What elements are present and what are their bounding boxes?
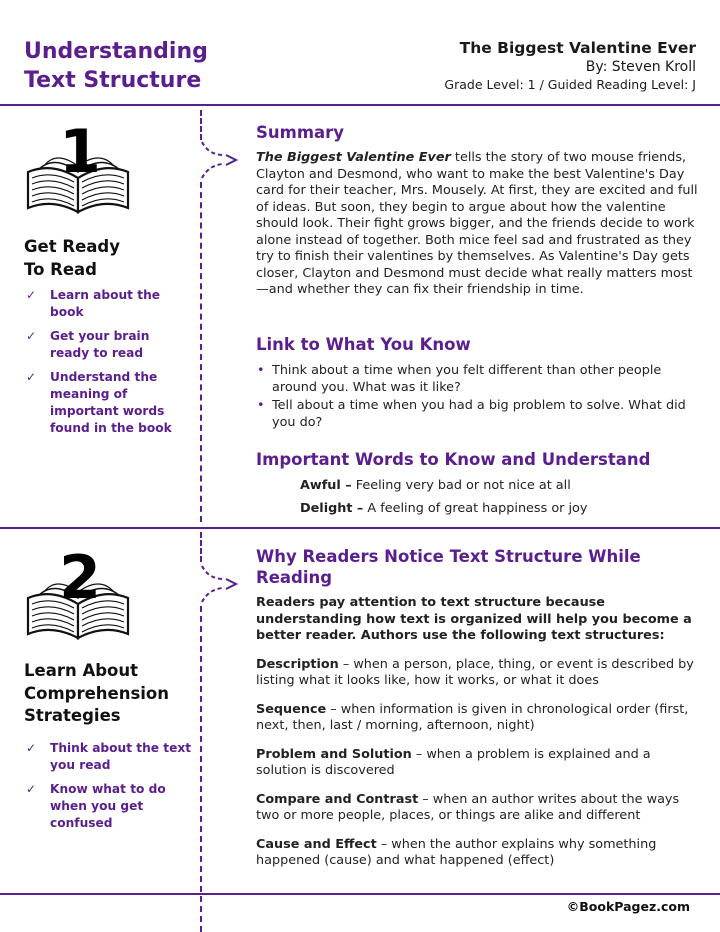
word-definition: Feeling very bad or not nice at all [351, 478, 571, 493]
structure-definition: – when an author writes about the ways two or more people, places, or things are alike and different [256, 791, 680, 823]
column-divider [200, 532, 202, 562]
structure-item [256, 702, 702, 735]
title-line-1: Understanding [24, 39, 208, 64]
divider-bottom [0, 893, 720, 895]
word-term: Delight – [300, 501, 364, 516]
checklist-item [24, 781, 192, 832]
structure-item [256, 792, 702, 825]
checklist-item-text: Get your brain ready to read [50, 329, 150, 360]
author: By: Steven Kroll [585, 59, 696, 75]
copyright: ©BookPagez.com [566, 899, 690, 914]
title-line-2: Text Structure [24, 68, 202, 93]
step1-title-line-1: Get Ready [24, 237, 120, 256]
list-item-text: Think about a time when you felt different than other people around you. What was it like? [272, 363, 662, 395]
check-icon: ✓ [26, 329, 37, 343]
grade-level: Grade Level: 1 / Guided Reading Level: J [444, 77, 696, 92]
link-section [256, 334, 702, 433]
list-item-text: Tell about a time when you had a big problem to solve. What did you do? [272, 398, 686, 430]
why-heading-line-1: Why Readers Notice Text Structure While [256, 547, 641, 566]
structure-term: Description [256, 656, 339, 672]
link-heading: Link to What You Know [256, 335, 471, 354]
word-definition: A feeling of great happiness or joy [363, 501, 588, 516]
open-book-icon [24, 546, 136, 644]
summary-text [256, 150, 702, 299]
bullet-icon: • [257, 363, 265, 378]
structure-term: Cause and Effect [256, 836, 377, 852]
divider-top [0, 104, 720, 106]
bullet-icon: • [257, 398, 265, 413]
check-icon: ✓ [26, 782, 37, 796]
step-number: 2 [59, 546, 101, 613]
link-bullets [256, 363, 702, 431]
structure-term: Problem and Solution [256, 746, 412, 762]
step1-title [24, 236, 194, 281]
step1-title-line-2: To Read [24, 259, 97, 279]
word-item [300, 478, 571, 494]
page-title [24, 37, 224, 95]
summary-section [256, 122, 702, 299]
check-icon: ✓ [26, 288, 37, 302]
summary-heading: Summary [256, 123, 345, 142]
word-term: Awful – [300, 478, 352, 493]
checklist-item-text: Understand the meaning of important words found in the book [50, 370, 172, 435]
checklist-item [24, 328, 192, 362]
structure-definition: – when the author explains why something happened (cause) and what happened (effect) [256, 836, 657, 868]
structure-item [256, 657, 702, 690]
checklist-item-text: Know what to do when you get confused [50, 782, 166, 830]
checklist-item [24, 287, 192, 321]
step-number: 1 [59, 120, 101, 187]
summary-body: tells the story of two mouse friends, Clayton and Desmond, who want to make the best Valentine's Day card for their teacher, Mrs. Mousely. At first, they are excited and full of ideas. But soon, they begin to argue about how the valentine should look. Their fight grows bigger, and the friends decide to work alone instead of together. Both mice feel sad and frustrated as they try to finish their valentines by themselves. As Valentine's Day gets closer, Clayton and Desmond must decide what really matters most—and whether they can fix their friendship in time. [256, 150, 698, 297]
check-icon: ✓ [26, 741, 37, 755]
list-item [256, 363, 702, 396]
step2-checklist [24, 740, 192, 839]
column-divider [200, 606, 202, 932]
structure-definition: – when a problem is explained and a solution is discovered [256, 746, 651, 778]
step1-checklist [24, 287, 192, 444]
step2-title [24, 660, 194, 728]
why-heading [256, 546, 702, 588]
word-item [300, 501, 587, 517]
open-book-icon [24, 120, 136, 218]
dashed-arrow-icon [200, 564, 240, 604]
words-heading: Important Words to Know and Understand [256, 450, 651, 469]
structure-term: Sequence [256, 701, 327, 717]
dashed-arrow-icon [200, 140, 240, 180]
column-divider [200, 110, 202, 140]
checklist-item-text: Learn about the book [50, 288, 161, 319]
column-divider [200, 182, 202, 522]
structure-item [256, 837, 702, 870]
book-title: The Biggest Valentine Ever [459, 39, 696, 57]
summary-book-title: The Biggest Valentine Ever [256, 150, 451, 165]
checklist-item-text: Think about the text you read [50, 741, 192, 772]
check-icon: ✓ [26, 370, 37, 384]
book-info [444, 38, 696, 93]
structure-item [256, 747, 702, 780]
step2-title-line-1: Learn About [24, 661, 139, 680]
list-item [256, 398, 702, 431]
step2-title-line-2: Comprehension [24, 683, 170, 703]
checklist-item [24, 369, 192, 437]
checklist-item [24, 740, 192, 774]
structure-term: Compare and Contrast [256, 791, 419, 807]
why-heading-line-2: Reading [256, 568, 333, 587]
why-intro: Readers pay attention to text structure because understanding how text is organized will help you become a better reader. Authors use the following text structures: [256, 595, 692, 643]
why-section [256, 546, 702, 870]
words-section [256, 449, 702, 470]
divider-middle [0, 527, 720, 529]
structure-definition: – when a person, place, thing, or event is described by listing what it looks like, how it works, or what it does [256, 656, 694, 688]
structure-definition: – when information is given in chronological order (first, next, then, last / morning, afternoon, night) [256, 701, 689, 733]
step2-title-line-3: Strategies [24, 706, 121, 725]
